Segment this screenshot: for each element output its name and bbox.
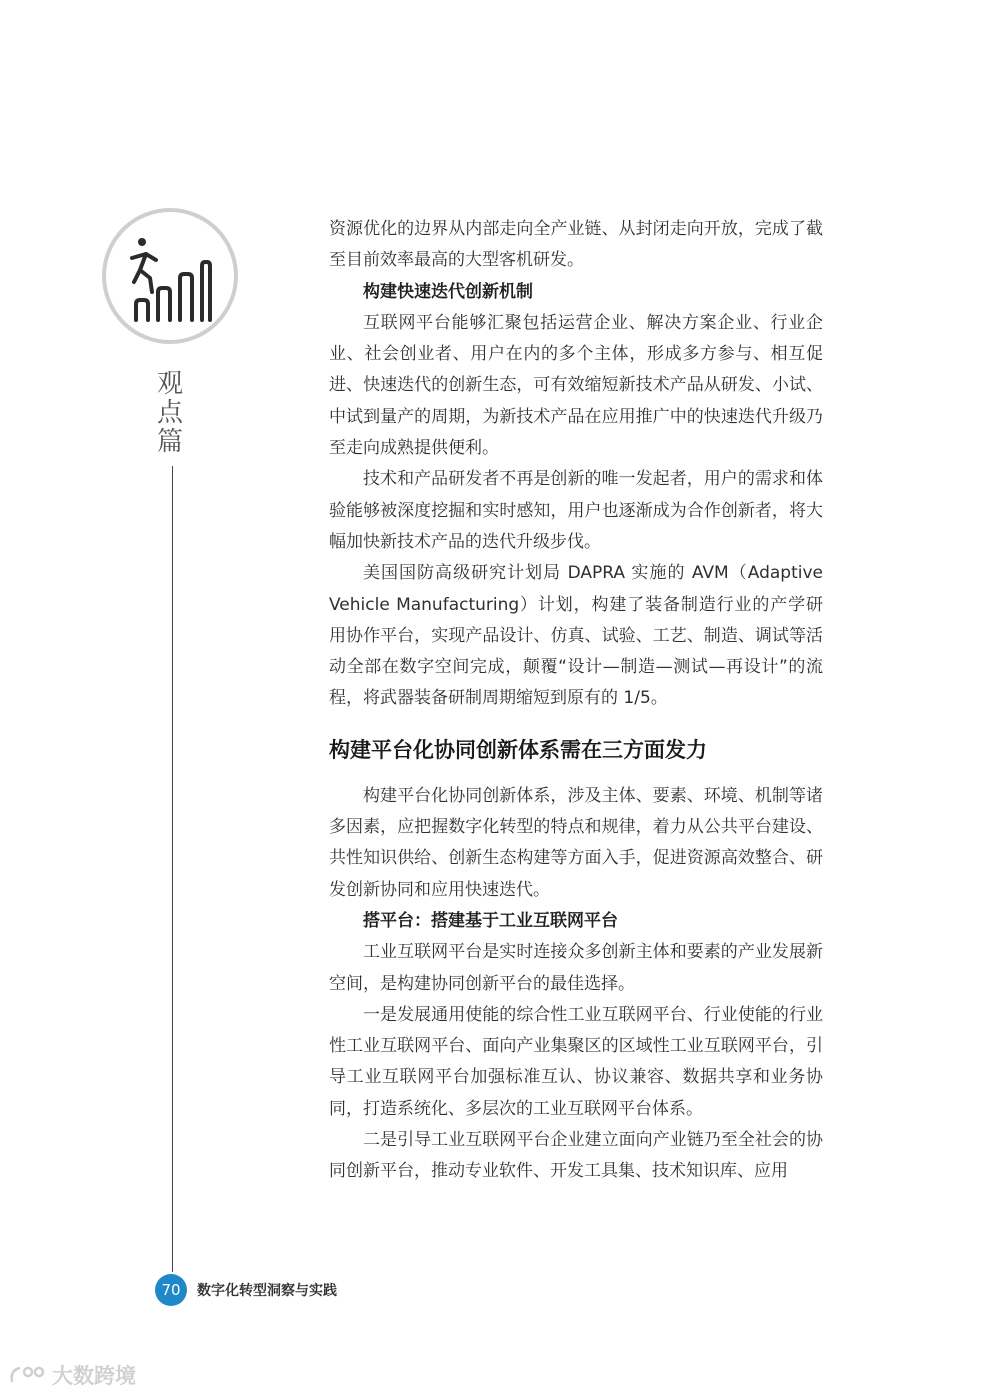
- page-number: 70: [155, 1274, 187, 1306]
- article-body: [329, 214, 823, 1188]
- watermark-text: 大数跨境: [52, 1364, 136, 1388]
- paragraph: 美国国防高级研究计划局 DAPRA 实施的 AVM（Adaptive Vehicle Manufacturing）计划，构建了装备制造行业的产学研用协作平台，实现产品设计、仿真、试验、工艺、制造、调试等活动全部在数字空间完成，颠覆“设计—制造—测试—再设计”的流程，将武器装备研制周期缩短到原有的 1/5。: [329, 563, 823, 709]
- paragraph: 技术和产品研发者不再是创新的唯一发起者，用户的需求和体验能够被深度挖掘和实时感知，用户也逐渐成为合作创新者，将大幅加快新技术产品的迭代升级步伐。: [329, 469, 823, 552]
- section-heading: 构建平台化协同创新体系需在三方面发力: [329, 736, 707, 762]
- section-title-char: 篇: [156, 427, 183, 457]
- section-title-char: 观: [156, 369, 183, 399]
- paragraph: 资源优化的边界从内部走向全产业链、从封闭走向开放，完成了截至目前效率最高的大型客机研发。: [329, 219, 823, 271]
- paragraph: 工业互联网平台是实时连接众多创新主体和要素的产业发展新空间，是构建协同创新平台的最佳选择。: [329, 942, 823, 994]
- dataist-logo-icon: [8, 1362, 48, 1388]
- subheading: 构建快速迭代创新机制: [363, 281, 533, 302]
- paragraph: 互联网平台能够汇聚包括运营企业、解决方案企业、行业企业、社会创业者、用户在内的多个主体，形成多方参与、相互促进、快速迭代的创新生态，可有效缩短新技术产品从研发、小试、中试到量产的周期，为新技术产品在应用推广中的快速迭代升级乃至走向成熟提供便利。: [329, 312, 823, 459]
- person-climbing-bars-icon: [106, 212, 234, 340]
- section-title-char: 点: [156, 398, 183, 428]
- paragraph: 一是发展通用使能的综合性工业互联网平台、行业使能的行业性工业互联网平台、面向产业集聚区的区域性工业互联网平台，引导工业互联网平台加强标准互认、协议兼容、数据共享和业务协同，打造系统化、多层次的工业互联网平台体系。: [329, 1004, 823, 1119]
- page-footer: [155, 1274, 337, 1306]
- section-title-vertical: [150, 370, 190, 457]
- section-emblem: [102, 208, 238, 344]
- paragraph: 构建平台化协同创新体系，涉及主体、要素、环境、机制等诸多因素，应把握数字化转型的特点和规律，着力从公共平台建设、共性知识供给、创新生态构建等方面入手，促进资源高效整合、研发创新协同和应用快速迭代。: [329, 785, 823, 900]
- book-title: 数字化转型洞察与实践: [197, 1283, 337, 1299]
- subheading: 搭平台：搭建基于工业互联网平台: [363, 910, 618, 931]
- sidebar-divider: [172, 466, 173, 1272]
- watermark: [8, 1360, 136, 1390]
- paragraph: 二是引导工业互联网平台企业建立面向产业链乃至全社会的协同创新平台，推动专业软件、开发工具集、技术知识库、应用: [329, 1130, 823, 1182]
